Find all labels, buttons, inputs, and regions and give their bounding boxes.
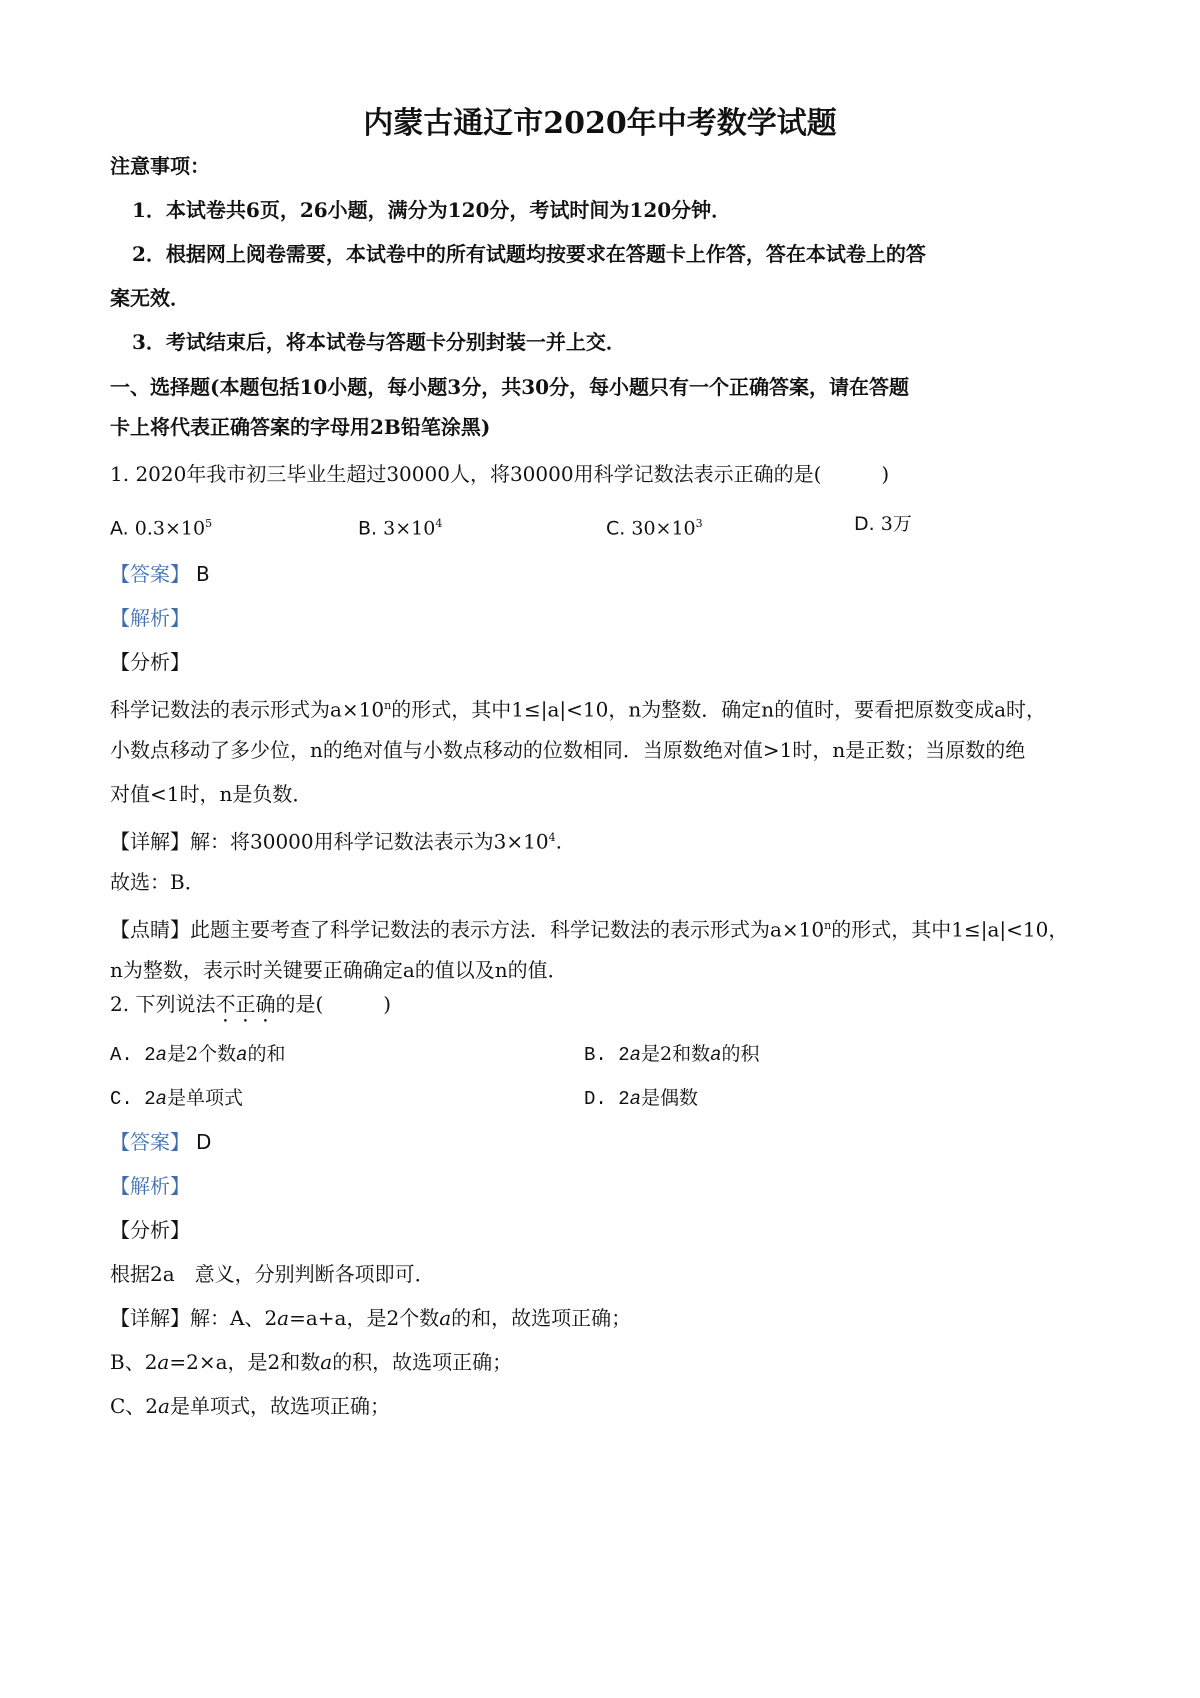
q1-choice: 故选：B． [110,870,205,894]
q2-answer: 【答案】 D [110,1130,212,1154]
q2-explanation-label: 【解析】 [110,1174,190,1198]
q1-analysis-line-1: 科学记数法的表示形式为$a\times 10^n$的形式，其中1≤|a|<10，n为整数．确定n的值时，要看把原数变成a时， [110,697,1047,722]
q1-comment-line-2: n为整数，表示时关键要正确确定a的值以及n的值． [110,958,568,982]
q2-analysis-label: 【分析】 [110,1218,190,1242]
q2-detail-line-c: C、2a是单项式，故选项正确； [110,1394,390,1418]
q2-option-c: C. 2a是单项式 [110,1087,244,1110]
notice-item-1: 1．本试卷共6页，26小题，满分为120分，考试时间为120分钟． [132,198,732,222]
q1-option-d: D. 3万 [854,513,912,535]
q2-analysis-line-1: 根据2a 意义，分别判断各项即可． [110,1262,435,1286]
notice-item-2-line-2: 案无效． [110,286,190,310]
q1-option-c: C. $30\times 10^3$ [606,517,703,540]
section-heading-line-2: 卡上将代表正确答案的字母用2B铅笔涂黑) [110,415,491,439]
q1-option-b: B. $3\times 10^4$ [358,517,443,540]
notice-item-2-line-1: 2．根据网上阅卷需要，本试卷中的所有试题均按要求在答题卡上作答，答在本试卷上的答 [132,242,926,266]
q1-analysis-line-3: 对值<1时，n是负数． [110,782,313,806]
q2-option-a: A. 2a是2个数a的和 [110,1043,286,1066]
notice-item-3: 3．考试结束后，将本试卷与答题卡分别封装一并上交． [132,330,626,354]
q1-detail: 【详解】解：将30000用科学记数法表示为$3\times 10^4$. [110,829,562,854]
notice-heading: 注意事项： [110,154,210,178]
question-2-stem: 2. 下列说法不正确的是( ) [110,992,392,1016]
q1-comment-line-1: 【点睛】此题主要考查了科学记数法的表示方法．科学记数法的表示形式为$a\times 10^n$的形式，其中1≤|a|<10， [110,917,1069,942]
q1-answer: 【答案】 B [110,562,210,586]
q2-option-d: D. 2a是偶数 [584,1087,699,1110]
q1-option-a: A. $0.3\times 10^5$ [110,517,213,540]
q1-explanation-label: 【解析】 [110,606,190,630]
q1-analysis-label: 【分析】 [110,650,190,674]
page-title: 内蒙古通辽市2020年中考数学试题 [363,106,837,141]
q2-detail-line-b: B、2a=2×a，是2和数a的积，故选项正确； [110,1350,513,1374]
q2-option-b: B. 2a是2和数a的积 [584,1043,760,1066]
section-heading-line-1: 一、选择题(本题包括10小题，每小题3分，共30分，每小题只有一个正确答案，请在答题 [110,375,910,399]
question-1-stem: 1. 2020年我市初三毕业生超过30000人，将30000用科学记数法表示正确的是( ) [110,462,890,486]
q1-analysis-line-2: 小数点移动了多少位，n的绝对值与小数点移动的位数相同．当原数绝对值>1时，n是正数；当原数的绝 [110,738,1026,762]
q2-detail-line-a: 【详解】解：A、2a=a+a，是2个数a的和，故选项正确； [110,1306,632,1330]
